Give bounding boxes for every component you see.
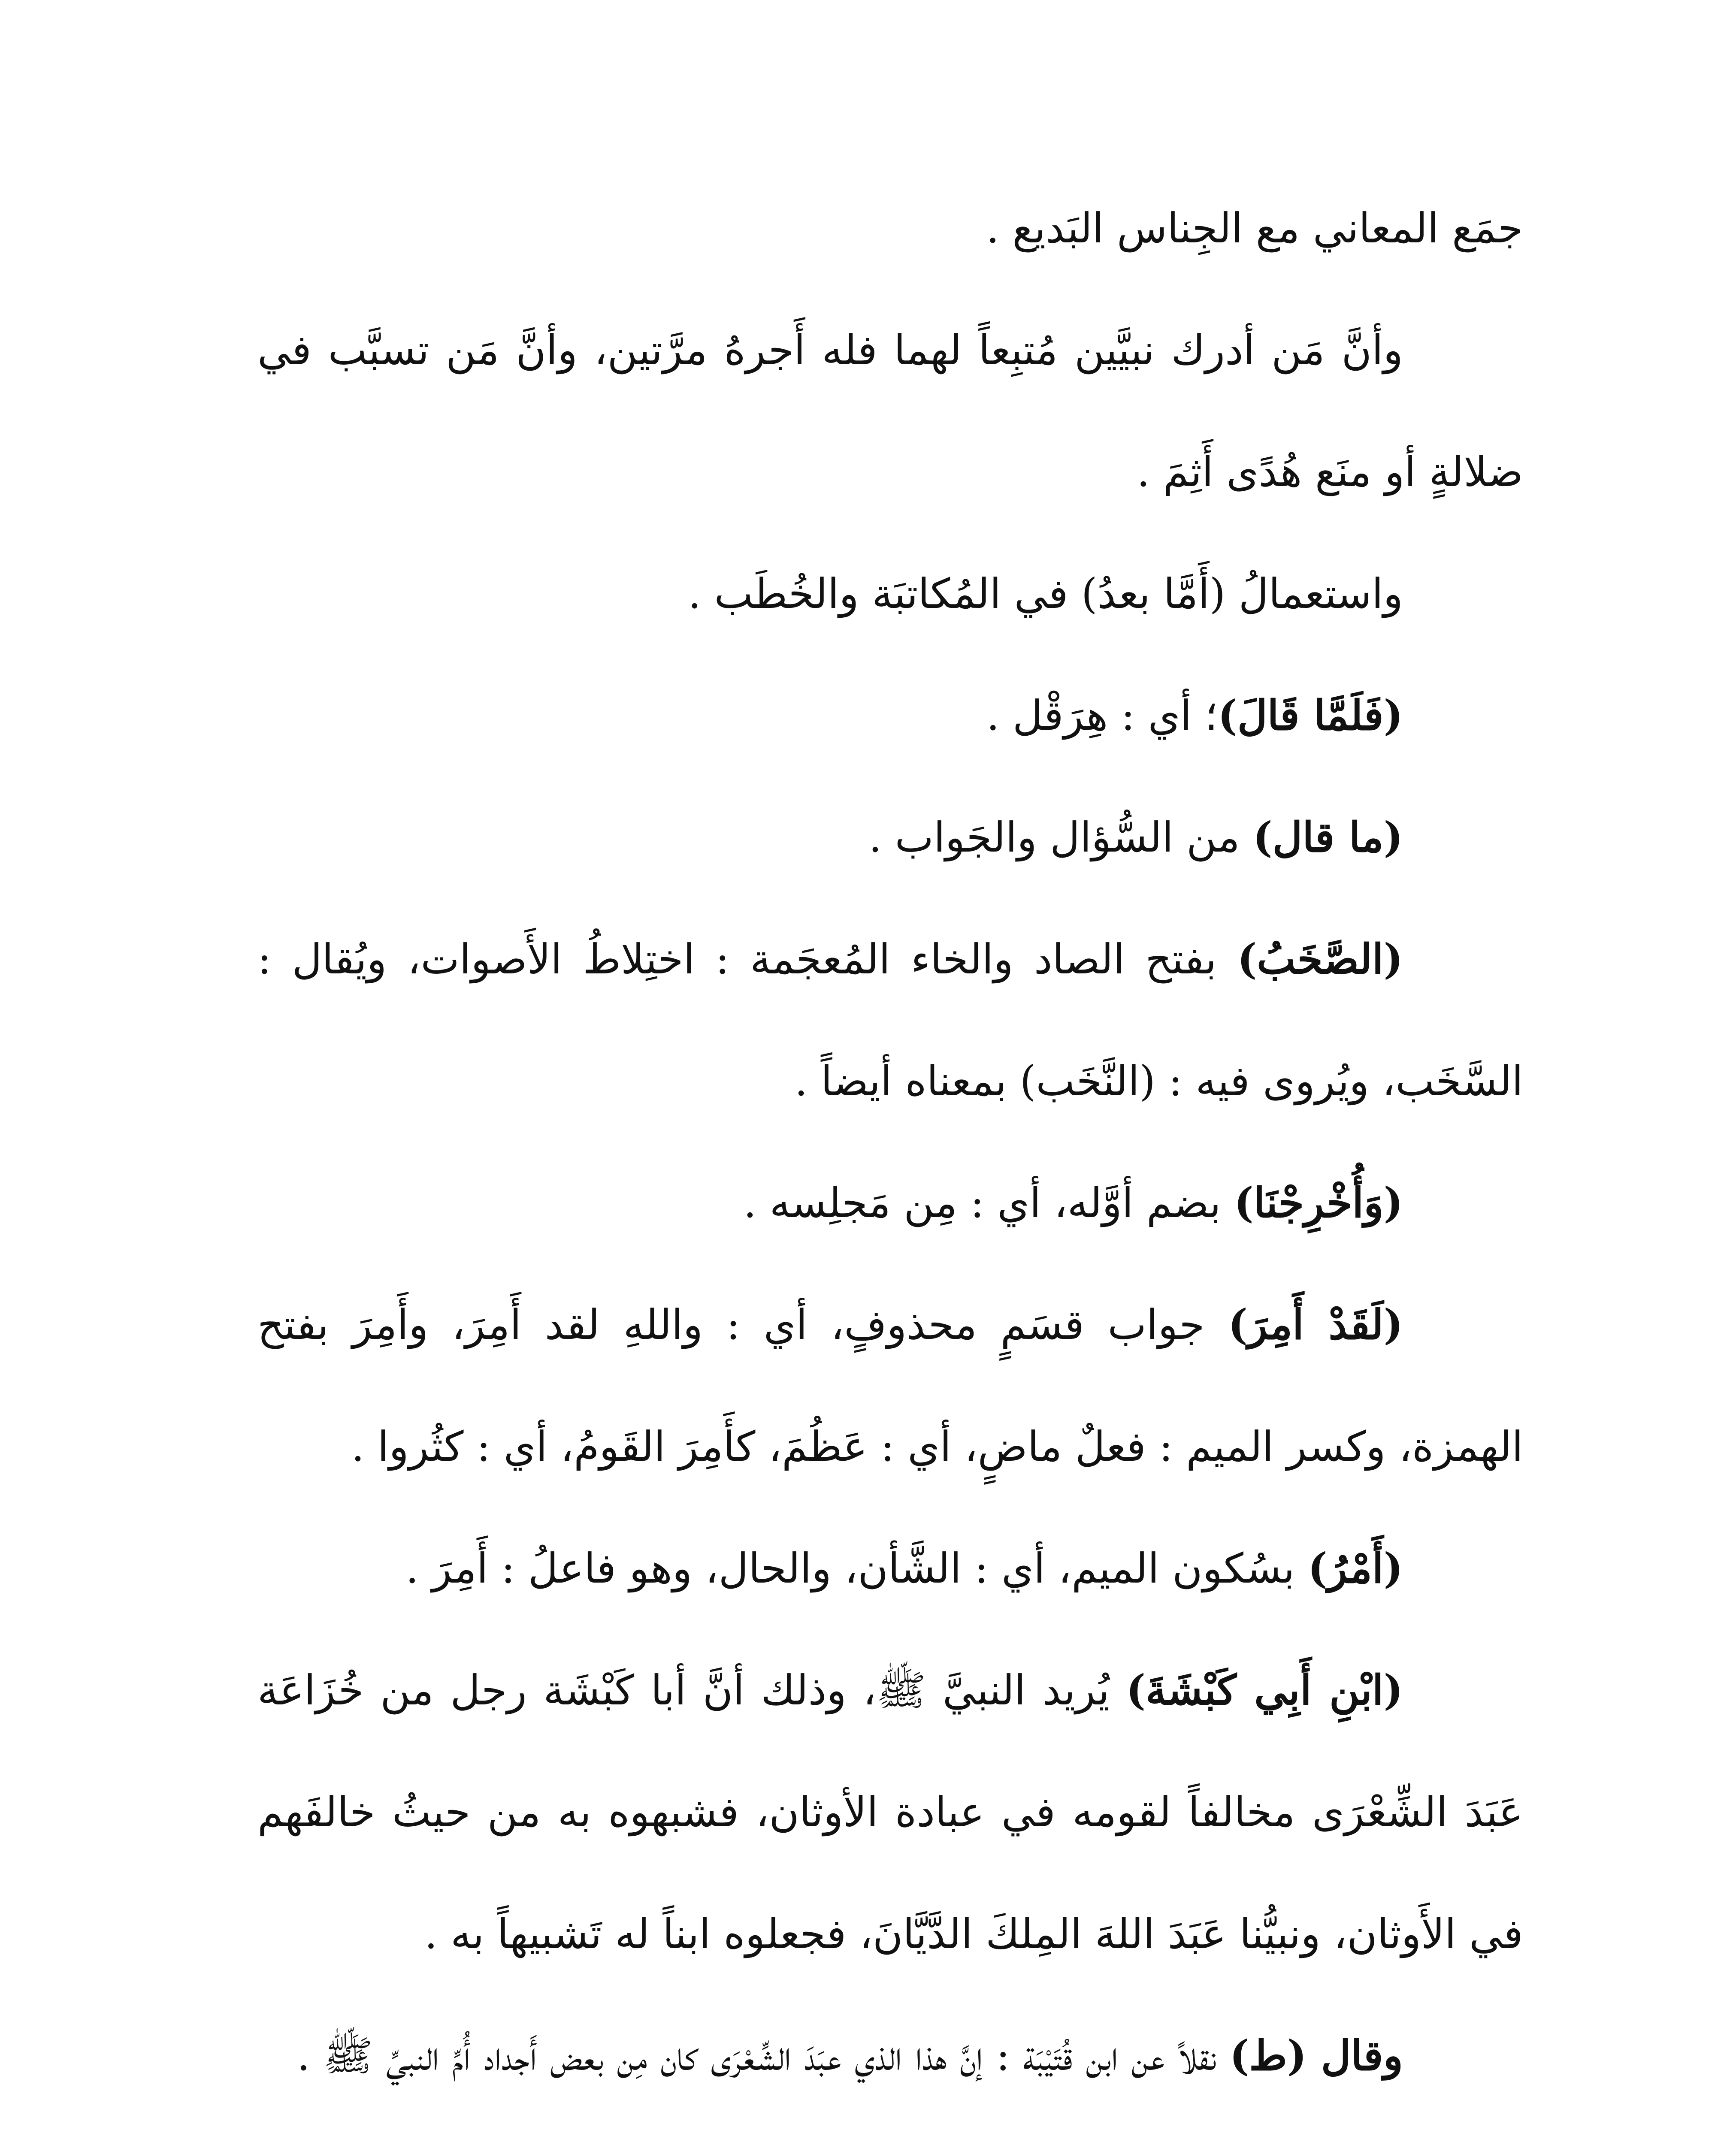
paragraph-term: (ما قال) — [1253, 813, 1403, 861]
paragraph-text: وأنَّ مَن أدرك نبيَّين مُتبِعاً لهما فله أَجرهُ مرَّتين، وأنَّ مَن تسبَّب في ضلالةٍ أو منَع هُدًى أَثِمَ . — [257, 326, 1523, 496]
paragraph-text: بفتح الصاد والخاء المُعجَمة : اختِلاطُ الأَصوات، ويُقال : السَّخَب، ويُروى فيه : (النَّخَب) بمعناه أيضاً . — [257, 935, 1523, 1105]
paragraph — [257, 655, 1523, 776]
paragraph-term: (لَقَدْ أَمِرَ) — [1228, 1300, 1403, 1349]
paragraph-text: ؛ أي : هِرَقْل . — [986, 692, 1218, 740]
paragraph-text: نقلاً عن ابن قُتَيْبَة : إنَّ هذا الذي عبَدَ الشِّعْرَى كان مِن بعض أَجداد أُمِّ النبيِّ ﷺ . — [297, 2032, 1230, 2080]
paragraph-text: جواب قسَمٍ محذوفٍ، أي : واللهِ لقد أَمِرَ، وأَمِرَ بفتح الهمزة، وكسر الميم : فعلٌ ماضٍ، أي : عَظُمَ، كأَمِرَ القَومُ، أي : كثُروا . — [257, 1301, 1523, 1471]
paragraph-text: جمَع المعاني مع الجِناس البَديع . — [986, 204, 1523, 252]
paragraph-term: وقال (ط) — [1229, 2031, 1403, 2080]
paragraph-text: بضم أوَّله، أي : مِن مَجلِسه . — [743, 1179, 1234, 1227]
paragraph — [257, 167, 1523, 289]
paragraph-text: بسُكون الميم، أي : الشَّأن، والحال، وهو فاعلُ : أَمِرَ . — [405, 1544, 1308, 1592]
body-text — [257, 167, 1523, 2117]
paragraph-term: (أَمْرُ) — [1308, 1544, 1403, 1592]
paragraph-text: واستعمالُ (أَمَّا بعدُ) في المُكاتبَة والخُطَب . — [688, 570, 1403, 618]
paragraph — [257, 289, 1523, 533]
paragraph — [257, 1508, 1523, 1629]
paragraph — [257, 1264, 1523, 1508]
paragraph — [257, 1995, 1523, 2117]
paragraph-text: يُريد النبيَّ ﷺ، وذلك أنَّ أبا كَبْشَة رجل من خُزَاعَة عَبَدَ الشِّعْرَى مخالفاً لقومه في عبادة الأوثان، فشبهوه به من حيثُ خالفَهم في الأَوثان، ونبيُّنا عَبَدَ اللهَ المِلكَ الدَّيَّانَ، فجعلوه ابناً له تَشبيهاً به . — [257, 1666, 1523, 1958]
paragraph-term: (فَلَمَّا قَالَ) — [1218, 691, 1403, 740]
paragraph-term: (ابْنِ أَبِي كَبْشَةَ) — [1126, 1666, 1403, 1714]
paragraph — [257, 1629, 1523, 1995]
paragraph-term: (الصَّخَبُ) — [1237, 935, 1403, 983]
paragraph — [257, 1142, 1523, 1264]
paragraph — [257, 533, 1523, 655]
paragraph-text: من السُّؤال والجَواب . — [868, 813, 1253, 861]
paragraph-term: (وَأُخْرِجْنَا) — [1234, 1178, 1403, 1227]
paragraph — [257, 898, 1523, 1142]
paragraph — [257, 776, 1523, 898]
